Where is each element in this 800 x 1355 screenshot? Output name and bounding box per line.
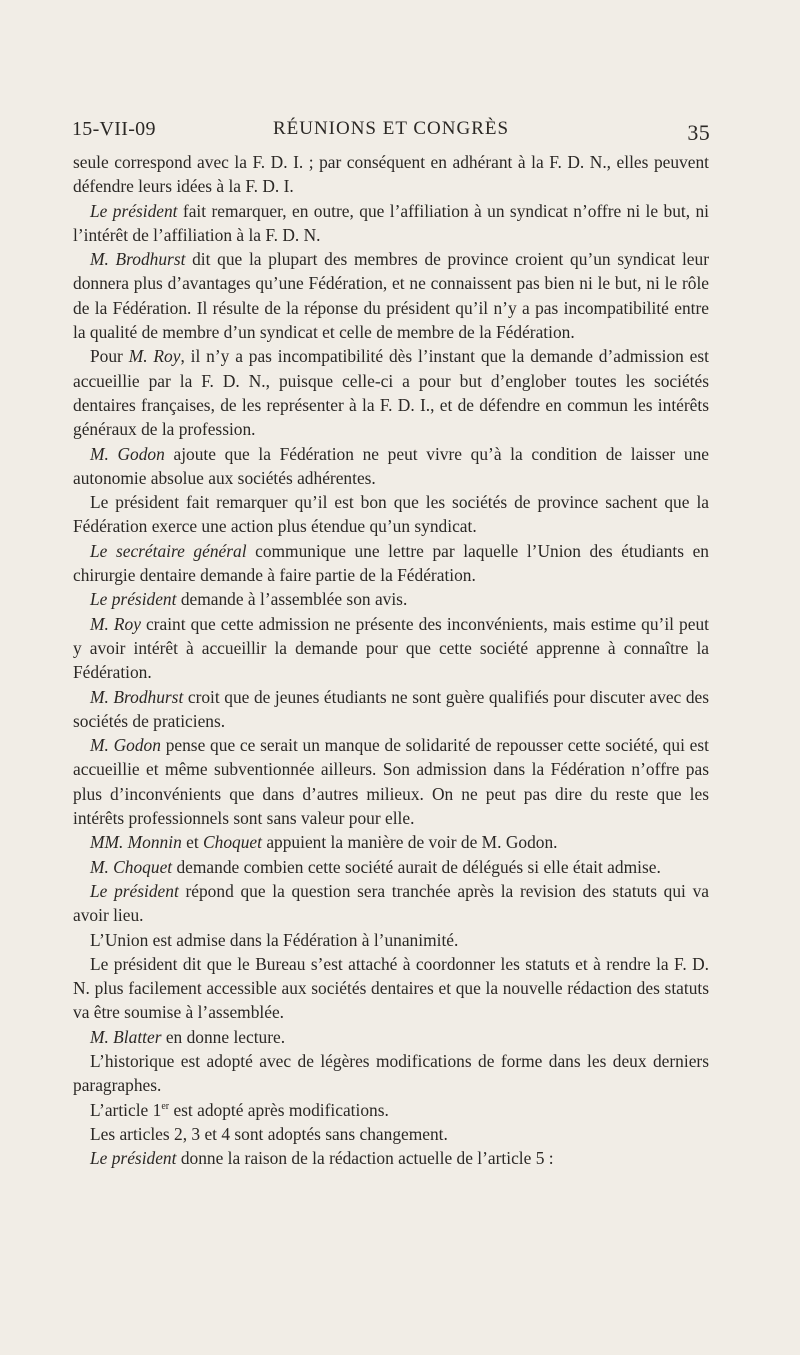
text-run: en donne lecture. [161, 1026, 286, 1047]
body-text [73, 150, 709, 1170]
paragraph [73, 612, 709, 685]
paragraph [73, 490, 709, 539]
speaker-name: M. Roy [90, 613, 141, 634]
header-date: 15-VII-09 [72, 118, 156, 140]
speaker-name: M. Brodhurst [90, 249, 186, 270]
text-run: seule correspond avec la F. D. I. ; par conséquent en adhérant à la F. D. N., elles peuvent défendre leurs idées à la F. D. I. [73, 152, 709, 197]
paragraph [73, 1146, 709, 1170]
page-number: 35 [687, 120, 710, 145]
text-run: et [181, 832, 204, 853]
paragraph [73, 199, 709, 248]
paragraph [73, 539, 709, 588]
text-run: craint que cette admission ne présente des inconvénients, mais estime qu’il peut y avoir intérêt à accueillir la demande pour que cette société apprenne à connaître la Fédération. [73, 613, 709, 683]
speaker-name: M. Roy [128, 346, 181, 367]
paragraph [73, 587, 709, 611]
speaker-name: Le président [90, 589, 177, 610]
speaker-name: M. Blatter [90, 1026, 162, 1047]
text-run: demande combien cette société aurait de délégués si elle était admise. [172, 856, 661, 877]
text-run: donne la raison de la rédaction actuelle de l’article 5 : [176, 1148, 554, 1169]
text-run: Le président fait remarquer qu’il est bon que les sociétés de province sachent que la Fédération exerce une action plus étendue qu’un syndicat. [73, 492, 709, 537]
paragraph [73, 830, 709, 854]
running-header [72, 116, 710, 144]
speaker-name: Le secrétaire général [90, 540, 247, 561]
paragraph [73, 247, 709, 344]
text-run: , il n’y a pas incompatibilité dès l’instant que la demande d’admission est accueillie par la F. D. N., puisque celle-ci a pour but d’englober toutes les sociétés dentaires françaises, de les représenter à la F. D. I., et de défendre en commun les intérêts généraux de la profession. [73, 346, 709, 440]
text-run: Le président dit que le Bureau s’est attaché à coordonner les statuts et à rendre la F. D. N. plus facilement accessible aux sociétés dentaires et que la nouvelle rédaction des statuts va être soumise à l’assemblée. [73, 953, 709, 1023]
paragraph [73, 442, 709, 491]
paragraph [73, 1122, 709, 1146]
speaker-name: Le président [90, 880, 179, 901]
text-run: ajoute que la Fédération ne peut vivre qu’à la condition de laisser une autonomie absolue aux sociétés adhérentes. [73, 443, 709, 488]
text-run: er [161, 1100, 170, 1112]
speaker-name: M. Brodhurst [90, 686, 184, 707]
speaker-name: M. Godon [90, 443, 165, 464]
text-run: L’historique est adopté avec de légères modifications de forme dans les deux derniers paragraphes. [73, 1050, 709, 1096]
paragraph [73, 685, 709, 734]
speaker-name: M. Choquet [90, 856, 173, 877]
paragraph [73, 879, 709, 928]
text-run: L’Union est admise dans la Fédération à l’unanimité. [90, 929, 459, 950]
text-run: appuient la manière de voir de M. Godon. [261, 832, 558, 853]
speaker-name: MM. Monnin [90, 832, 182, 853]
paragraph [73, 928, 709, 952]
paragraph [73, 1098, 709, 1122]
paragraph [73, 344, 709, 441]
text-run: demande à l’assemblée son avis. [176, 589, 408, 610]
paragraph [73, 1049, 709, 1098]
speaker-name: Le président [90, 1148, 177, 1169]
text-run: L’article 1 [90, 1099, 162, 1120]
text-run: fait remarquer, en outre, que l’affiliation à un syndicat n’offre ni le but, ni l’intérêt de l’affiliation à la F. D. N. [73, 200, 709, 245]
paragraph [73, 733, 709, 830]
paragraph [73, 952, 709, 1025]
paragraph [73, 150, 709, 199]
text-run: croit que de jeunes étudiants ne sont guère qualifiés pour discuter avec des sociétés de praticiens. [73, 686, 710, 731]
running-title: RÉUNIONS ET CONGRÈS [272, 118, 510, 139]
speaker-name: M. Godon [90, 735, 161, 756]
speaker-name: Choquet [203, 832, 262, 853]
paragraph [73, 855, 709, 879]
text-run: pense que ce serait un manque de solidarité de repousser cette société, qui est accueillie et même subventionnée ailleurs. Son admission dans la Fédération n’offre pas plus d’inconvénients que dans d’autres milieux. On ne peut pas dire du reste que les intérêts professionnels sont sans valeur pour elle. [73, 735, 709, 829]
text-run: dit que la plupart des membres de province croient qu’un syndicat leur donnera plus d’avantages qu’une Fédération, et ne connaissent pas bien ni le but, ni le rôle de la Fédération. Il résulte de la réponse du président qu’il n’y a pas incompatibilité entre la qualité de membre d’un syndicat et celle de membre de la Fédération. [73, 249, 709, 343]
text-run: Pour [90, 346, 129, 367]
text-run: est adopté après modifications. [169, 1099, 389, 1120]
paragraph [73, 1025, 709, 1049]
text-run: Les articles 2, 3 et 4 sont adoptés sans changement. [90, 1123, 448, 1144]
text-run: répond que la question sera tranchée après la revision des statuts qui va avoir lieu. [73, 880, 709, 926]
speaker-name: Le président [90, 200, 178, 221]
text-run: communique une lettre par laquelle l’Union des étudiants en chirurgie dentaire demande à faire partie de la Fédération. [73, 540, 709, 586]
